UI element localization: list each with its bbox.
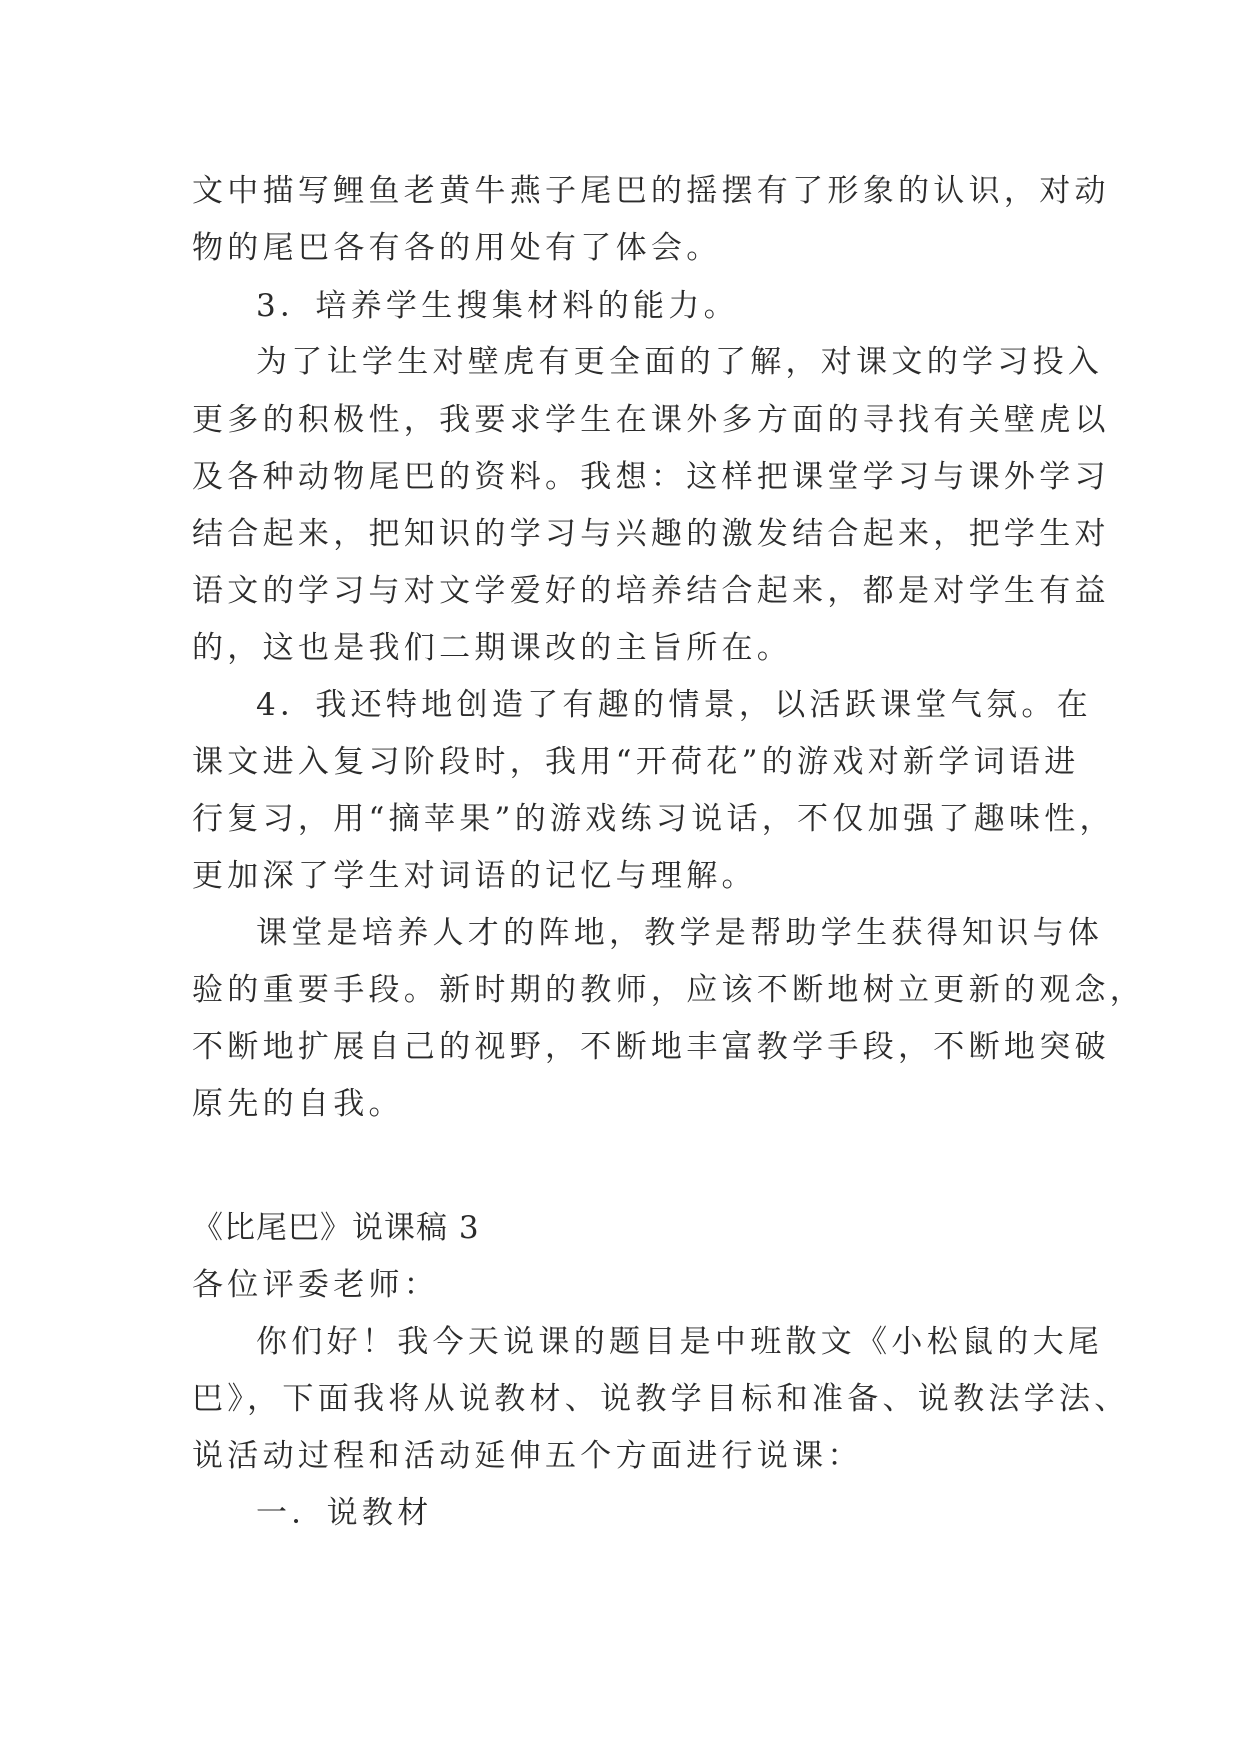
paragraph-line: 原先的自我。 [192,1086,404,1122]
paragraph-line: 文中描写鲤鱼老黄牛燕子尾巴的摇摆有了形象的认识，对动 [192,173,1110,209]
paragraph-line: 及各种动物尾巴的资料。我想：这样把课堂学习与课外学习 [192,459,1110,495]
paragraph-line: 为了让学生对壁虎有更全面的了解，对课文的学习投入 [256,344,1104,380]
paragraph-line: 巴》，下面我将从说教材、说教学目标和准备、说教法学法、 [192,1381,1130,1417]
paragraph-line: 说活动过程和活动延伸五个方面进行说课： [192,1438,863,1474]
section-title: 《比尾巴》说课稿 3 [192,1210,480,1246]
paragraph-line: 课堂是培养人才的阵地，教学是帮助学生获得知识与体 [256,915,1104,951]
paragraph-line: 你们好！我今天说课的题目是中班散文《小松鼠的大尾 [256,1324,1104,1360]
paragraph-line: 3．培养学生搜集材料的能力。 [256,288,739,324]
paragraph-line: 语文的学习与对文学爱好的培养结合起来，都是对学生有益 [192,573,1110,609]
paragraph-line: 的，这也是我们二期课改的主旨所在。 [192,630,793,666]
paragraph-line: 更多的积极性，我要求学生在课外多方面的寻找有关壁虎以 [192,402,1110,438]
paragraph-line: 结合起来，把知识的学习与兴趣的激发结合起来，把学生对 [192,516,1110,552]
paragraph-line: 更加深了学生对词语的记忆与理解。 [192,858,757,894]
salutation: 各位评委老师： [192,1267,440,1303]
paragraph-line: 课文进入复习阶段时，我用“开荷花”的游戏对新学词语进 [192,744,1080,780]
paragraph-line: 物的尾巴各有各的用处有了体会。 [192,230,722,266]
subsection-title: 一．说教材 [256,1495,433,1531]
paragraph-line: 验的重要手段。新时期的教师，应该不断地树立更新的观念， [192,972,1146,1008]
paragraph-line: 不断地扩展自己的视野，不断地丰富教学手段，不断地突破 [192,1029,1110,1065]
paragraph-line: 行复习，用“摘苹果”的游戏练习说话，不仅加强了趣味性， [192,801,1115,837]
paragraph-line: 4．我还特地创造了有趣的情景，以活跃课堂气氛。在 [256,687,1092,723]
